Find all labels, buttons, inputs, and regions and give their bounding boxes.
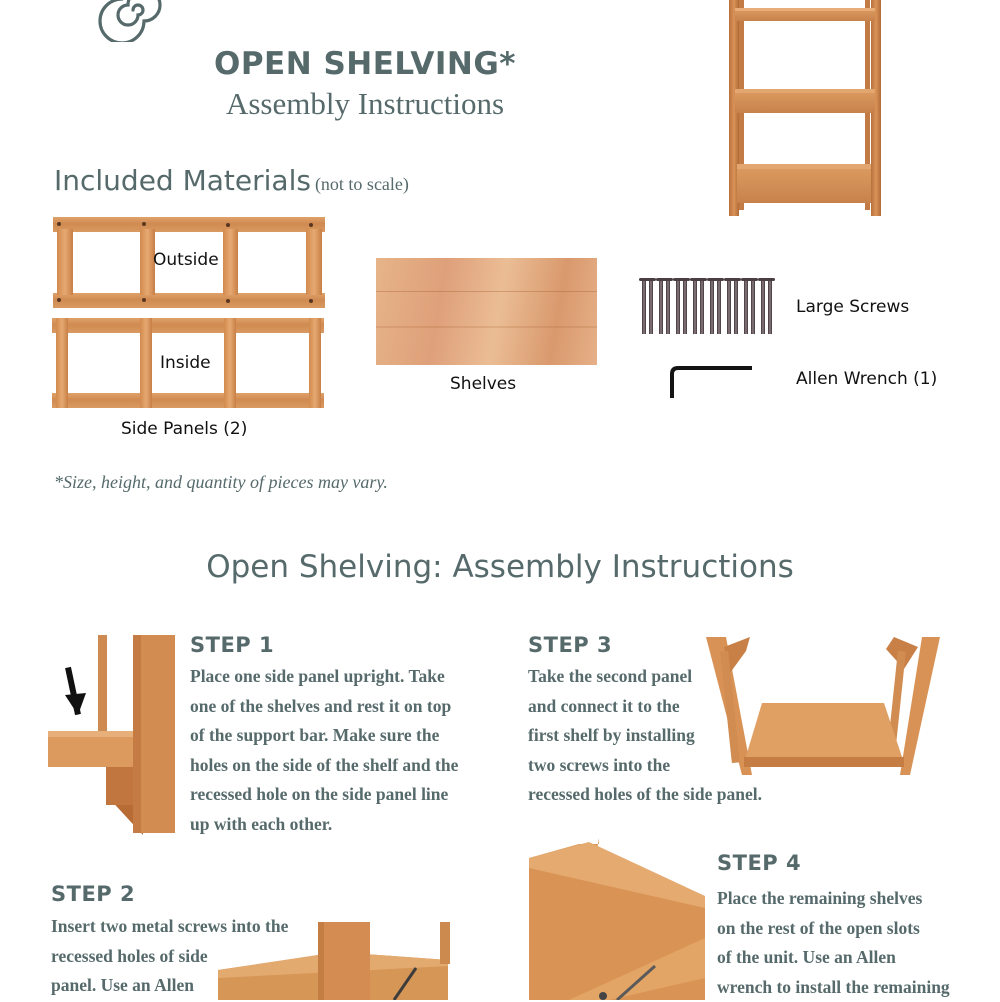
- step-3-title: STEP 3: [528, 633, 613, 657]
- instructions-heading: Open Shelving: Assembly Instructions: [206, 549, 794, 585]
- step-2-text: Insert two metal screws into the recessed holes of side panel. Use an Allen: [51, 916, 289, 996]
- materials-heading: Included Materials (not to scale): [54, 164, 409, 197]
- step-4-image: [529, 838, 705, 1000]
- large-screws-label: Large Screws: [796, 297, 910, 317]
- shelves-label: Shelves: [450, 374, 517, 394]
- step-1-image: [48, 635, 178, 835]
- inside-label: Inside: [160, 353, 211, 373]
- allen-wrench-label: Allen Wrench (1): [796, 369, 938, 389]
- down-arrow-icon: [65, 667, 86, 715]
- large-screws-image: [640, 278, 778, 334]
- allen-wrench-icon: [668, 366, 752, 398]
- step-1-text: Place one side panel upright. Take one of the shelves and rest it on top of the support bar. Make sure the holes on the side of the shelf and the recessed hole on the side panel line up with each other.: [190, 666, 459, 834]
- assembled-bookshelf-image: [727, 0, 883, 218]
- step-3-image: [704, 637, 944, 777]
- step-2-image: [218, 920, 454, 1000]
- step-4-title: STEP 4: [717, 851, 802, 875]
- step-2-title: STEP 2: [51, 882, 136, 906]
- step-3-text: Take the second panel and connect it to the first shelf by installing two screws into the recessed holes of the side panel.: [528, 666, 762, 805]
- side-panels-caption: Side Panels (2): [121, 419, 248, 439]
- footnote: *Size, height, and quantity of pieces may vary.: [54, 472, 388, 492]
- materials-note: (not to scale): [314, 174, 409, 194]
- outside-label: Outside: [153, 250, 219, 270]
- step-1-title: STEP 1: [190, 633, 275, 657]
- document-title: OPEN SHELVING*: [213, 46, 517, 82]
- shelf-board-image: [376, 258, 597, 365]
- step-4-text: Place the remaining shelves on the rest of the open slots of the unit. Use an Allen wrench to install the remaining: [717, 888, 950, 997]
- spiral-logo-icon: [55, 0, 175, 42]
- document-subtitle: Assembly Instructions: [225, 86, 505, 121]
